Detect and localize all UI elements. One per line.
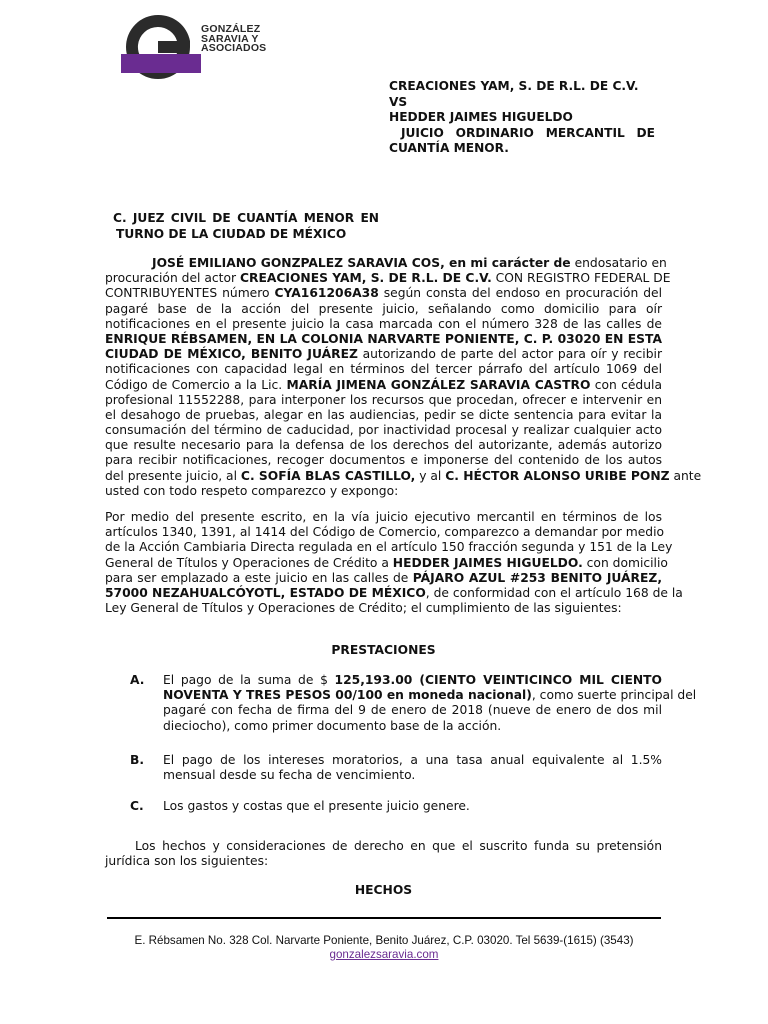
paragraph-line: [163, 673, 662, 688]
paragraph-line: [105, 378, 662, 393]
text-run: , como suerte principal del: [531, 688, 697, 703]
paragraph-line: [105, 585, 683, 601]
firm-logo-mark: [113, 12, 203, 82]
text-run: CONTRIBUYENTES número: [105, 286, 275, 301]
paragraph-line: [105, 468, 702, 484]
caption-proceeding: JUICIO ORDINARIO MERCANTIL DE: [401, 125, 655, 140]
addressee-line: TURNO DE LA CIUDAD DE MÉXICO: [116, 226, 347, 241]
footer-website-row: [0, 948, 768, 962]
caption-vs: VS: [389, 94, 408, 109]
text-run: usted con todo respeto comparezco y expongo:: [105, 483, 399, 498]
text-run: procuración del actor: [105, 271, 240, 286]
caption-defendant: HEDDER JAIMES HIGUELDO: [389, 110, 573, 124]
text-run: ante: [669, 468, 702, 483]
text-run: para ser emplazado a este juicio en las calles de: [105, 570, 413, 585]
footer-address: E. Rébsamen No. 328 Col. Narvarte Poniente, Benito Juárez, C.P. 03020. Tel 5639-(1615) (3543): [134, 934, 634, 947]
paragraph-line: para recibir notificaciones, recoger documentos e imponerse del contenido de los autos: [105, 453, 662, 468]
list-item-letter: B.: [130, 753, 145, 767]
text-run: y al: [415, 468, 446, 483]
bold-text: JOSÉ EMILIANO GONZPALEZ SARAVIA COS, en mi carácter de: [152, 256, 571, 270]
paragraph-line: que resulte necesario para la defensa de los derechos del autorizante, además autorizo: [105, 438, 662, 453]
paragraph-line: dieciocho), como primer documento base de la acción.: [163, 718, 502, 733]
paragraph-line: notificaciones en el presente juicio la casa marcada con el número 328 de las calles de: [105, 316, 662, 331]
paragraph-line: profesional 11552288, para interponer los recursos que procedan, ofrecer e intervenir en: [105, 392, 662, 407]
bold-text: 57000 NEZAHUALCÓYOTL, ESTADO DE MÉXICO: [105, 585, 426, 600]
paragraph-line: [105, 271, 671, 286]
list-item-text: [163, 753, 662, 783]
logo-text-line: SARAVIA Y: [201, 32, 259, 45]
text-run: Código de Comercio a la Lic.: [105, 377, 287, 392]
footer-divider: [107, 917, 661, 919]
paragraph-line: Los gastos y costas que el presente juicio genere.: [163, 799, 470, 813]
paragraph-line: [105, 347, 662, 362]
paragraph-line: consumación del término de caducidad, por inactividad procesal y realizar cualquier acto: [105, 423, 662, 438]
addressee-line: C. JUEZ CIVIL DE CUANTÍA MENOR EN: [113, 211, 379, 225]
section-title-hechos: HECHOS: [354, 883, 413, 897]
section-title-prestaciones: PRESTACIONES: [331, 643, 436, 657]
bold-text: HEDDER JAIMES HIGUELDO.: [392, 555, 583, 570]
caption-plaintiff: CREACIONES YAM, S. DE R.L. DE C.V.: [389, 79, 639, 93]
paragraph-line: jurídica son los siguientes:: [105, 854, 269, 869]
bold-text: CIUDAD DE MÉXICO, BENITO JUÁREZ: [105, 347, 358, 362]
bold-text: MARÍA JIMENA GONZÁLEZ SARAVIA CASTRO: [286, 377, 591, 392]
paragraph-line: El pago de los intereses moratorios, a una tasa anual equivalente al 1.5%: [163, 753, 662, 767]
logo-text-line: GONZÁLEZ: [201, 23, 261, 35]
firm-logo-text: [201, 25, 266, 54]
bold-text: 125,193.00 (CIENTO VEINTICINCO MIL CIENTO: [334, 673, 662, 687]
paragraph-line: pagaré base de la acción del presente juicio, señalando como domicilio para oír: [105, 301, 662, 316]
text-run: , de conformidad con el artículo 168 de la: [425, 585, 683, 600]
paragraph-line: ENRIQUE RÉBSAMEN, EN LA COLONIA NARVARTE PONIENTE, C. P. 03020 EN ESTA: [105, 331, 662, 346]
paragraph-line: [105, 256, 667, 271]
bold-text: C. SOFÍA BLAS CASTILLO,: [240, 468, 416, 483]
case-caption: [389, 79, 655, 157]
paragraph-line: Por medio del presente escrito, en la vía juicio ejecutivo mercantil en términos de los: [105, 510, 662, 524]
bold-text: PÁJARO AZUL #253 BENITO JUÁREZ,: [412, 570, 662, 585]
bold-text: CREACIONES YAM, S. DE R.L. DE C.V.: [239, 271, 492, 286]
bold-text: CYA161206A38: [274, 286, 379, 301]
paragraph-line: mensual desde su fecha de vencimiento.: [163, 768, 416, 783]
paragraph-line: Los hechos y consideraciones de derecho en que el suscrito funda su pretensión: [135, 839, 662, 853]
addressee: [113, 211, 379, 242]
closing-paragraph: [105, 839, 662, 869]
paragraph-line: [105, 555, 668, 571]
text-run: según consta del endoso en procuración del: [378, 286, 662, 301]
intro-paragraph: [105, 256, 702, 499]
firm-logo: [113, 12, 273, 82]
text-run: CON REGISTRO FEDERAL DE: [491, 271, 671, 286]
paragraph-line: [105, 286, 662, 301]
list-item-letter: A.: [130, 673, 145, 687]
footer-website-link[interactable]: gonzalezsaravia.com: [329, 948, 439, 961]
text-run: con cédula: [590, 377, 662, 392]
text-run: del presente juicio, al: [105, 468, 241, 483]
paragraph-line: artículos 1340, 1391, al 1414 del Código de Comercio, comparezco a demandar por medio: [105, 525, 665, 540]
text-run: autorizando de parte del actor para oír y recibir: [357, 347, 662, 362]
text-run: endosatario en: [570, 256, 667, 270]
paragraph-line: de la Acción Cambiaria Directa regulada en el artículo 150 fracción segunda y 151 de la Ley: [105, 540, 673, 555]
caption-proceeding-cont: CUANTÍA MENOR.: [389, 141, 509, 155]
logo-text-line: ASOCIADOS: [201, 42, 267, 54]
list-item-text: [163, 673, 697, 734]
paragraph-line: [105, 571, 662, 586]
bold-text: NOVENTA Y TRES PESOS 00/100 en moneda nacional): [163, 688, 532, 703]
bold-text: C. HÉCTOR ALONSO URIBE PONZ: [445, 468, 670, 483]
list-item-letter: C.: [130, 799, 144, 813]
paragraph-line: [105, 484, 662, 499]
text-run: El pago de la suma de $: [163, 673, 335, 687]
paragraph-line: [163, 688, 697, 703]
list-item-text: [163, 799, 662, 814]
text-run: General de Títulos y Operaciones de Crédito a: [105, 555, 393, 570]
paragraph-line: pagaré con fecha de firma del 9 de enero de 2018 (nueve de enero de dos mil: [163, 703, 662, 718]
paragraph-line: notificaciones con capacidad legal en términos del tercer párrafo del artículo 1069 del: [105, 362, 662, 377]
text-run: con domicilio: [582, 555, 668, 570]
paragraph-line: el desahogo de pruebas, alegar en las audiencias, pedir se dicte sentencia para evitar la: [105, 407, 662, 422]
paragraph-line: Ley General de Títulos y Operaciones de Crédito; el cumplimiento de las siguientes:: [105, 601, 622, 616]
demand-paragraph: [105, 510, 683, 616]
